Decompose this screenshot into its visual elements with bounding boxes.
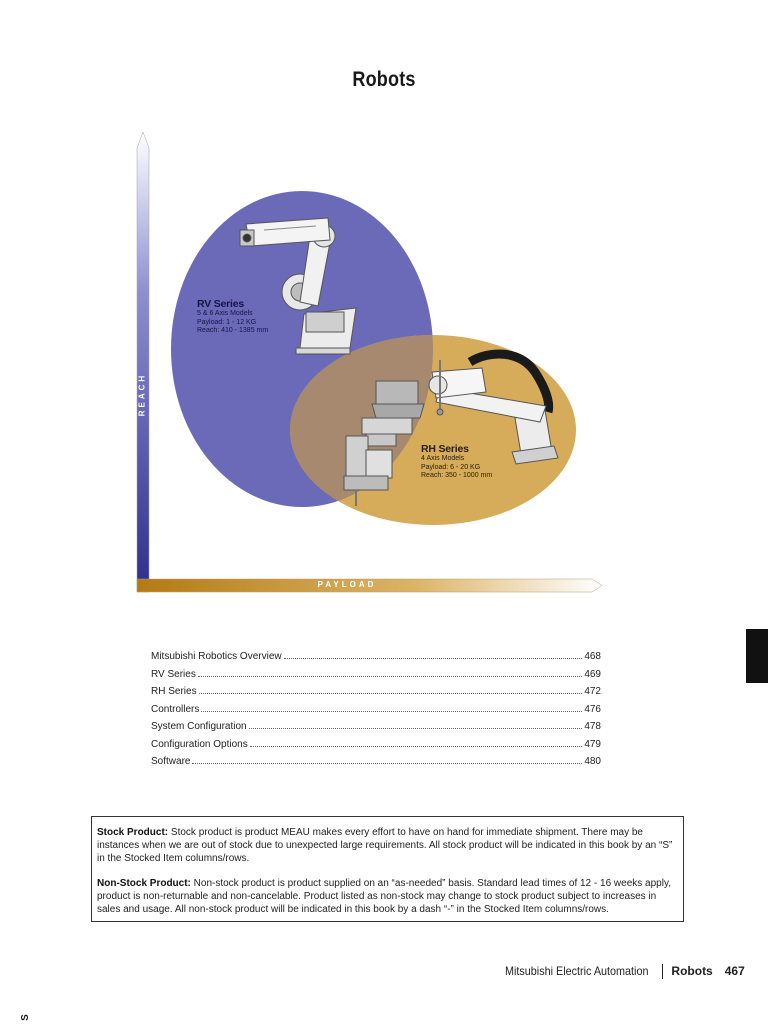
toc-entry-page: 478 xyxy=(584,721,601,732)
stock-product-paragraph xyxy=(97,826,678,865)
nonstock-product-paragraph xyxy=(97,877,678,916)
toc-entry[interactable] xyxy=(151,721,601,739)
toc-leader xyxy=(249,728,583,729)
toc-entry-title: Controllers xyxy=(151,703,200,715)
toc-leader xyxy=(201,711,582,712)
stock-notice-box xyxy=(91,816,684,922)
toc-leader xyxy=(284,658,583,659)
toc-entry-page: 479 xyxy=(584,738,601,750)
rv-series-name: RV Series xyxy=(197,298,245,310)
toc-entry-title: Software xyxy=(151,756,191,767)
stock-product-text: Stock product is product MEAU makes every effort to have on hand for immediate shipment. There may be instances when we are out of stock due to unexpected large requirements. All stock product will be indicated in this book by an “S” in the Stocked Item columns/rows. xyxy=(97,827,673,864)
toc-leader xyxy=(192,763,582,764)
toc-entry-page: 468 xyxy=(584,651,601,662)
toc-entry-page: 469 xyxy=(584,668,601,680)
footer-company: Mitsubishi Electric Automation xyxy=(505,964,649,978)
payload-axis-label: PAYLOAD xyxy=(317,580,377,589)
toc-leader xyxy=(199,693,583,694)
footer-section: Robots xyxy=(671,964,713,978)
toc-entry[interactable] xyxy=(151,651,601,669)
rh-series-label xyxy=(421,443,492,481)
rh-series-reach: Reach: 350 - 1000 mm xyxy=(421,472,493,479)
toc-entry[interactable] xyxy=(151,739,601,757)
nonstock-product-label: Non-Stock Product: xyxy=(97,878,191,889)
page-footer xyxy=(505,963,745,979)
footer-page-number: 467 xyxy=(724,964,745,978)
toc-entry[interactable] xyxy=(151,669,601,687)
table-of-contents xyxy=(151,651,601,774)
rh-series-axes: 4 Axis Models xyxy=(421,455,465,462)
reach-axis-label: REACH xyxy=(137,372,147,417)
rv-series-axes: 5 & 6 Axis Models xyxy=(197,310,253,317)
nonstock-product-text: Non-stock product is product supplied on an “as-needed” basis. Standard lead times of 12 - 16 weeks apply, product is non-returnable and non-cancelable. Product listed as non-stock may change to stock product subject to increases in sales and usage. All non-stock product will be indicated in this book by a dash “-” in the Stocked Item columns/rows. xyxy=(97,878,671,915)
toc-entry-title: System Configuration xyxy=(151,721,247,732)
rv-series-label xyxy=(197,298,268,336)
toc-leader xyxy=(198,676,582,677)
toc-entry-page: 472 xyxy=(584,686,601,697)
corner-mark: S xyxy=(19,1014,31,1021)
page-title: Robots xyxy=(352,68,416,91)
toc-entry-page: 480 xyxy=(584,756,601,767)
rv-series-reach: Reach: 410 - 1385 mm xyxy=(197,327,269,334)
toc-entry[interactable] xyxy=(151,686,601,704)
toc-entry[interactable] xyxy=(151,756,601,774)
toc-entry-title: Configuration Options xyxy=(151,738,248,750)
rh-series-name: RH Series xyxy=(421,443,469,455)
toc-entry-title: RH Series xyxy=(151,686,197,697)
toc-entry-page: 476 xyxy=(584,703,601,715)
toc-entry[interactable] xyxy=(151,704,601,722)
toc-leader xyxy=(250,746,583,747)
section-tab xyxy=(746,629,768,683)
rv-series-payload: Payload: 1 - 12 KG xyxy=(197,318,257,326)
stock-product-label: Stock Product: xyxy=(97,827,169,838)
toc-entry-title: RV Series xyxy=(151,668,196,680)
footer-separator xyxy=(662,964,663,979)
rh-series-payload: Payload: 6 - 20 KG xyxy=(421,463,481,471)
toc-entry-title: Mitsubishi Robotics Overview xyxy=(151,651,282,662)
